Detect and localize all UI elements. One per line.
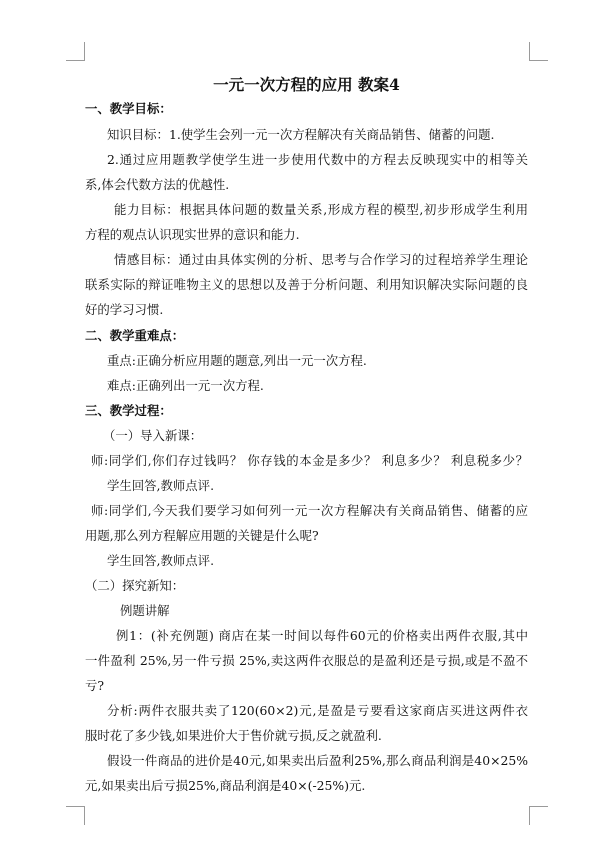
paragraph-line: 例1：(补充例题) 商店在某一时间以每件60元的价格卖出两件衣服,其中 [116,628,528,643]
paragraph-line: 联系实际的辩证唯物主义的思想以及善于分析问题、利用知识解决实际问题的良 [85,277,528,292]
section-heading-goals: 一、教学目标： [85,101,172,116]
paragraph-line: 情感目标：通过由具体实例的分析、思考与合作学习的过程培养学生理论 [114,252,528,267]
paragraph-line: 系,体会代数方法的优越性. [85,177,230,192]
corner-mark-top-left [66,42,85,61]
paragraph-line: 师:同学们,你们存过钱吗？ 你存钱的本金是多少？ 利息多少？ 利息税多少？ [91,453,528,468]
paragraph-line: 难点:正确列出一元一次方程. [107,378,264,393]
subsection-heading: （一）导入新课： [103,428,203,443]
paragraph-line: 学生回答,教师点评. [107,478,215,493]
paragraph-line: 知识目标：1.使学生会列一元一次方程解决有关商品销售、储蓄的问题. [107,127,495,142]
paragraph-line: 好的学习习惯. [85,302,164,317]
paragraph-line: 分析:两件衣服共卖了120(60×2)元,是盈是亏要看这家商店买进这两件衣 [107,703,528,718]
subsection-heading: （二）探究新知： [85,578,185,593]
paragraph-line: 元,如果卖出后亏损25%,商品利润是40×(-25%)元. [85,778,366,793]
paragraph-line: 方程的观点认识现实世界的意识和能力. [85,227,300,242]
corner-mark-bottom-right [529,806,548,825]
paragraph-line: 假设一件商品的进价是40元,如果卖出后盈利25%,那么商品利润是40×25% [107,753,528,768]
paragraph-line: 一件盈利 25%,另一件亏损 25%,卖这两件衣服总的是盈利还是亏损,或是不盈不 [85,653,528,668]
section-heading-key-points: 二、教学重难点： [85,328,185,343]
section-heading-process: 三、教学过程： [85,403,172,418]
paragraph-line: 用题,那么列方程解应用题的关键是什么呢? [85,528,319,543]
paragraph-line: 例题讲解 [120,603,170,618]
paragraph-line: 服时花了多少钱,如果进价大于售价就亏损,反之就盈利. [85,728,382,743]
document-title: 一元一次方程的应用 教案4 [213,75,400,94]
paragraph-line: 重点:正确分析应用题的题意,列出一元一次方程. [107,353,367,368]
corner-mark-bottom-left [66,806,85,825]
paragraph-line: 师:同学们,今天我们要学习如何列一元一次方程解决有关商品销售、储蓄的应 [91,503,528,518]
corner-mark-top-right [529,42,548,61]
paragraph-line: 能力目标：根据具体问题的数量关系,形成方程的模型,初步形成学生利用 [114,202,528,217]
paragraph-line: 学生回答,教师点评. [107,553,215,568]
paragraph-line: 亏? [85,678,105,693]
paragraph-line: 2.通过应用题教学使学生进一步使用代数中的方程去反映现实中的相等关 [107,152,528,167]
